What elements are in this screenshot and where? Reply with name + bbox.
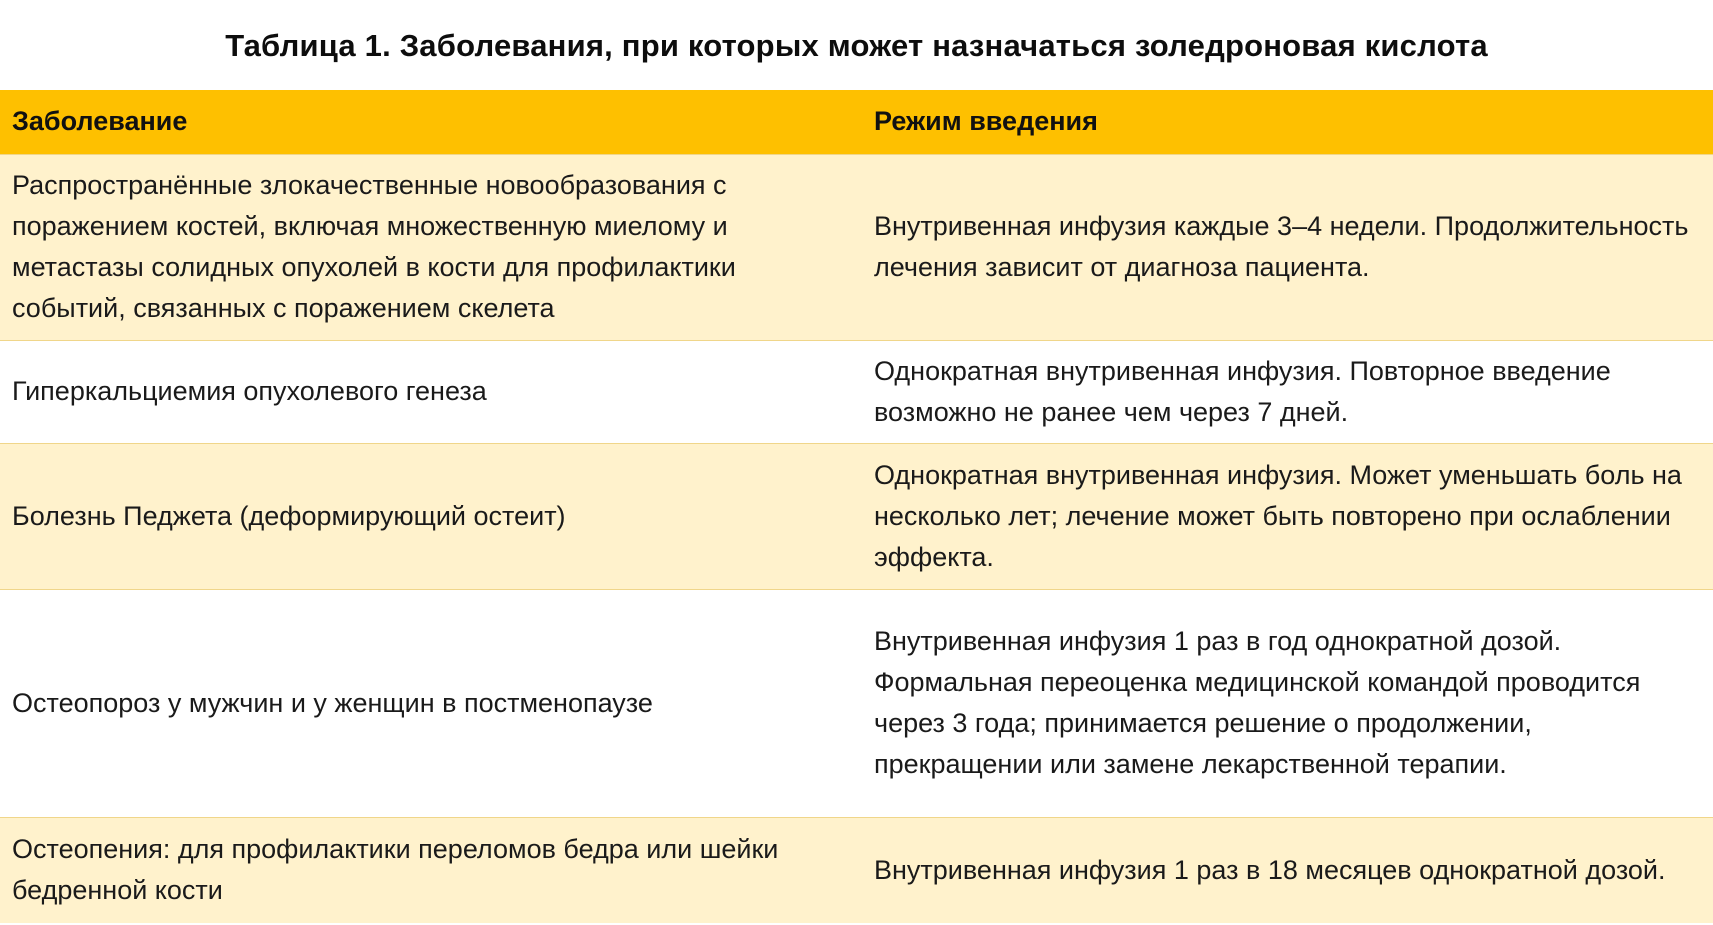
disease-cell: Остеопороз у мужчин и у женщин в постменопаузе [12,687,653,718]
regimen-cell: Внутривенная инфузия каждые 3–4 недели. Продолжительность лечения зависит от диагноза пациента. [874,211,1689,282]
table-row [0,340,1713,443]
disease-cell: Гиперкальциемия опухолевого генеза [12,376,487,406]
table-header-row [0,90,1713,154]
table-row [0,443,1713,589]
disease-cell: Распространённые злокачественные новообразования с поражением костей, включая множественную миелому и метастазы солидных опухолей в кости для профилактики событий, связанных с поражением скелета [12,170,736,323]
regimen-cell: Однократная внутривенная инфузия. Может уменьшать боль на несколько лет; лечение может быть повторено при ослаблении эффекта. [874,459,1682,572]
disease-cell: Остеопения: для профилактики переломов бедра или шейки бедренной кости [12,834,779,906]
disease-cell: Болезнь Педжета (деформирующий остеит) [12,500,566,531]
regimen-cell: Однократная внутривенная инфузия. Повторное введение возможно не ранее чем через 7 дней. [874,355,1611,427]
table-row [0,817,1713,923]
table-row [0,154,1713,340]
diseases-table [0,90,1713,923]
column-header-disease: Заболевание [12,106,188,137]
regimen-cell: Внутривенная инфузия 1 раз в год однократной дозой. Формальная переоценка медицинской командой проводится через 3 года; принимается решение о продолжении, прекращении или замене лекарственной терапии. [874,626,1641,779]
table-title: Таблица 1. Заболевания, при которых может назначаться золедроновая кислота [225,28,1488,63]
table-row [0,589,1713,817]
column-header-regimen: Режим введения [874,106,1098,137]
regimen-cell: Внутривенная инфузия 1 раз в 18 месяцев однократной дозой. [874,854,1666,885]
